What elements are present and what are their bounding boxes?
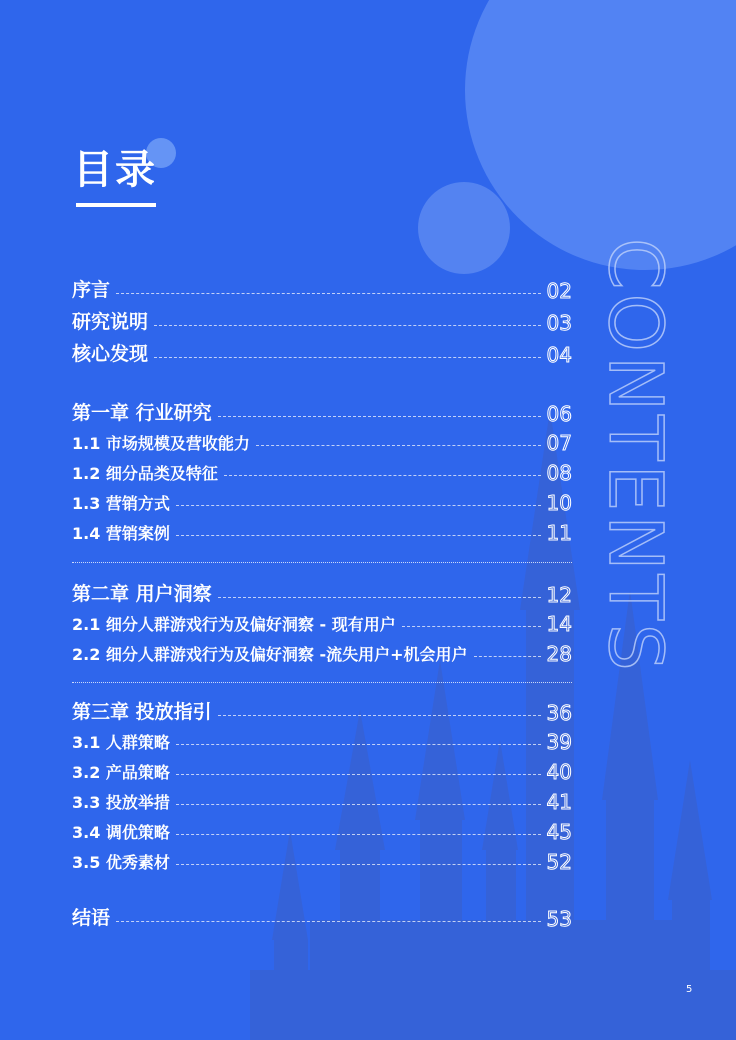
dotted-leader xyxy=(176,864,541,865)
toc-page-number: 14 xyxy=(546,612,572,636)
dotted-leader xyxy=(154,325,541,326)
dotted-leader xyxy=(176,744,541,745)
dotted-leader xyxy=(176,834,541,835)
toc-entry-2-2[interactable]: 2.2 细分人群游戏行为及偏好洞察 -流失用户+机会用户 28 xyxy=(72,642,572,666)
dotted-leader xyxy=(116,921,541,922)
toc-page-number: 03 xyxy=(546,310,572,335)
toc-entry-1-2[interactable]: 1.2 细分品类及特征 08 xyxy=(72,461,572,485)
dotted-leader xyxy=(256,445,541,446)
toc-entry-key-findings[interactable]: 核心发现 04 xyxy=(72,342,572,367)
toc-page-number: 53 xyxy=(546,906,572,931)
toc-entry-3-5[interactable]: 3.5 优秀素材 52 xyxy=(72,850,572,874)
toc-entry-chapter-2[interactable]: 第二章 用户洞察 12 xyxy=(72,582,572,607)
toc-page-number: 28 xyxy=(546,642,572,666)
toc-page-number: 40 xyxy=(546,760,572,784)
section-divider xyxy=(72,682,572,683)
toc-entry-3-3[interactable]: 3.3 投放举措 41 xyxy=(72,790,572,814)
toc-entry-2-1[interactable]: 2.1 细分人群游戏行为及偏好洞察 - 现有用户 14 xyxy=(72,612,572,636)
dotted-leader xyxy=(116,293,541,294)
dotted-leader xyxy=(176,535,541,536)
toc-entry-3-4[interactable]: 3.4 调优策略 45 xyxy=(72,820,572,844)
dotted-leader xyxy=(176,804,541,805)
page-number: 5 xyxy=(686,984,693,995)
toc-page-number: 52 xyxy=(546,850,572,874)
toc-page-number: 08 xyxy=(546,461,572,485)
toc-entry-conclusion[interactable]: 结语 53 xyxy=(72,906,572,931)
dotted-leader xyxy=(176,774,541,775)
dotted-leader xyxy=(402,626,541,627)
toc-page-number: 04 xyxy=(546,342,572,367)
toc-page-number: 41 xyxy=(546,790,572,814)
toc-page-number: 39 xyxy=(546,730,572,754)
section-divider xyxy=(72,562,572,563)
dotted-leader xyxy=(218,416,541,417)
toc-entry-3-1[interactable]: 3.1 人群策略 39 xyxy=(72,730,572,754)
toc-entry-3-2[interactable]: 3.2 产品策略 40 xyxy=(72,760,572,784)
toc-page-number: 36 xyxy=(546,700,572,725)
toc-entry-preface[interactable]: 序言 02 xyxy=(72,278,572,303)
toc-page-number: 10 xyxy=(546,491,572,515)
toc-entry-1-4[interactable]: 1.4 营销案例 11 xyxy=(72,521,572,545)
toc-entry-chapter-1[interactable]: 第一章 行业研究 06 xyxy=(72,401,572,426)
toc-page-number: 11 xyxy=(546,521,572,545)
toc-page-number: 06 xyxy=(546,401,572,426)
dotted-leader xyxy=(154,357,541,358)
toc-entry-1-1[interactable]: 1.1 市场规模及营收能力 07 xyxy=(72,431,572,455)
page-title: 目录 xyxy=(73,147,157,193)
dotted-leader xyxy=(224,475,541,476)
contents-watermark: CONTENTS xyxy=(592,238,678,675)
toc-page-number: 02 xyxy=(546,278,572,303)
toc-entry-1-3[interactable]: 1.3 营销方式 10 xyxy=(72,491,572,515)
dotted-leader xyxy=(474,656,541,657)
dotted-leader xyxy=(218,715,541,716)
title-underline xyxy=(76,203,156,207)
dotted-leader xyxy=(176,505,541,506)
dotted-leader xyxy=(218,597,541,598)
toc-entry-chapter-3[interactable]: 第三章 投放指引 36 xyxy=(72,700,572,725)
decor-circle-medium xyxy=(418,182,510,274)
toc-page-number: 07 xyxy=(546,431,572,455)
toc-entry-research-notes[interactable]: 研究说明 03 xyxy=(72,310,572,335)
toc-page-number: 12 xyxy=(546,582,572,607)
toc-page-number: 45 xyxy=(546,820,572,844)
